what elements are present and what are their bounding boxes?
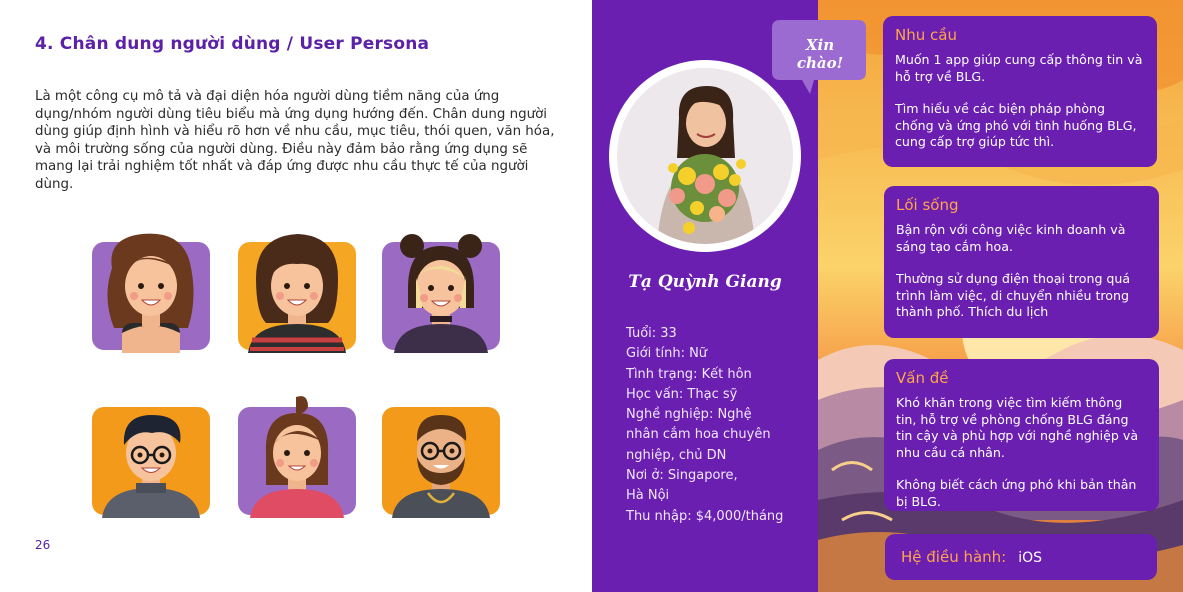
fact-occupation-line2: nhân cắm hoa chuyên (626, 427, 771, 443)
section-title: 4. Chân dung người dùng / User Persona (35, 34, 430, 54)
lifestyle-paragraph: Thường sử dụng điện thoại trong quá trình làm việc, di chuyển nhiều trong thành phố. Thích du lịch (896, 271, 1131, 319)
bearded-man-avatar-icon (382, 393, 500, 518)
problems-title: Vấn đề (896, 369, 949, 387)
problems-box (884, 359, 1159, 511)
fact-education: Học vấn: Thạc sỹ (626, 386, 738, 402)
avatar-grid (92, 228, 502, 528)
fact-gender: Giới tính: Nữ (626, 346, 708, 362)
fact-marital-status: Tình trạng: Kết hôn (626, 366, 752, 382)
fact-residence-line1: Nơi ở: Singapore, (626, 468, 738, 484)
needs-paragraph: Tìm hiểu về các biện pháp phòng chống và ứng phó với tình huống BLG, cung cấp trợ giúp tức thì. (895, 101, 1137, 149)
right-page (592, 0, 1183, 592)
needs-title: Nhu cầu (895, 26, 957, 44)
lifestyle-paragraph: Bận rộn với công việc kinh doanh và sáng tạo cắm hoa. (896, 222, 1126, 254)
problems-paragraph: Khó khăn trong việc tìm kiếm thông tin, hỗ trợ về phòng chống BLG đáng tin cậy và phù hợp với nghề nghiệp và nhu cầu cá nhân. (896, 395, 1139, 460)
greeting-text: Xin chào! (796, 36, 844, 72)
fact-income: Thu nhập: $4,000/tháng (626, 508, 784, 524)
fact-residence-line2: Hà Nội (626, 488, 670, 504)
os-label: Hệ điều hành: (901, 548, 1007, 566)
intro-paragraph: Là một công cụ mô tả và đại diện hóa người dùng tiềm năng của ứng dụng/nhóm người dùng tiêu biểu mà ứng dụng hướng đến. Chân dung người dùng giúp định hình và hiểu rõ hơn về nhu cầu, mục tiêu, thói quen, văn hóa, và môi trường sống của người dùng. Điều này đảm bảo rằng ứng dụng sẽ mang lại trải nghiệm tốt nhất và đáp ứng được nhu cầu thực tế của người dùng. (35, 89, 555, 192)
needs-box (883, 16, 1157, 167)
persona-facts-list (626, 324, 806, 527)
glasses-man-avatar-icon (92, 393, 210, 518)
lifestyle-title: Lối sống (896, 196, 959, 214)
problems-paragraph: Không biết cách ứng phó khi bản thân bị BLG. (896, 477, 1137, 509)
operating-system-box (885, 534, 1157, 580)
wavy-hair-woman-avatar-icon (238, 228, 356, 353)
persona-name: Tạ Quỳnh Giang (628, 272, 782, 292)
os-value: iOS (1018, 550, 1043, 566)
page-number: 26 (35, 538, 51, 552)
double-bun-woman-avatar-icon (382, 228, 500, 353)
needs-paragraph: Muốn 1 app giúp cung cấp thông tin và hỗ trợ về BLG. (895, 52, 1143, 84)
ponytail-woman-avatar-icon (238, 393, 356, 518)
lifestyle-box (884, 186, 1159, 338)
curly-hair-woman-avatar-icon (92, 228, 210, 353)
fact-occupation-line3: nghiệp, chủ DN (626, 447, 727, 463)
greeting-speech-bubble (770, 16, 868, 78)
woman-holding-flowers-photo (617, 68, 793, 244)
fact-occupation-line1: Nghề nghiệp: Nghệ (626, 407, 752, 423)
fact-age: Tuổi: 33 (626, 326, 677, 341)
